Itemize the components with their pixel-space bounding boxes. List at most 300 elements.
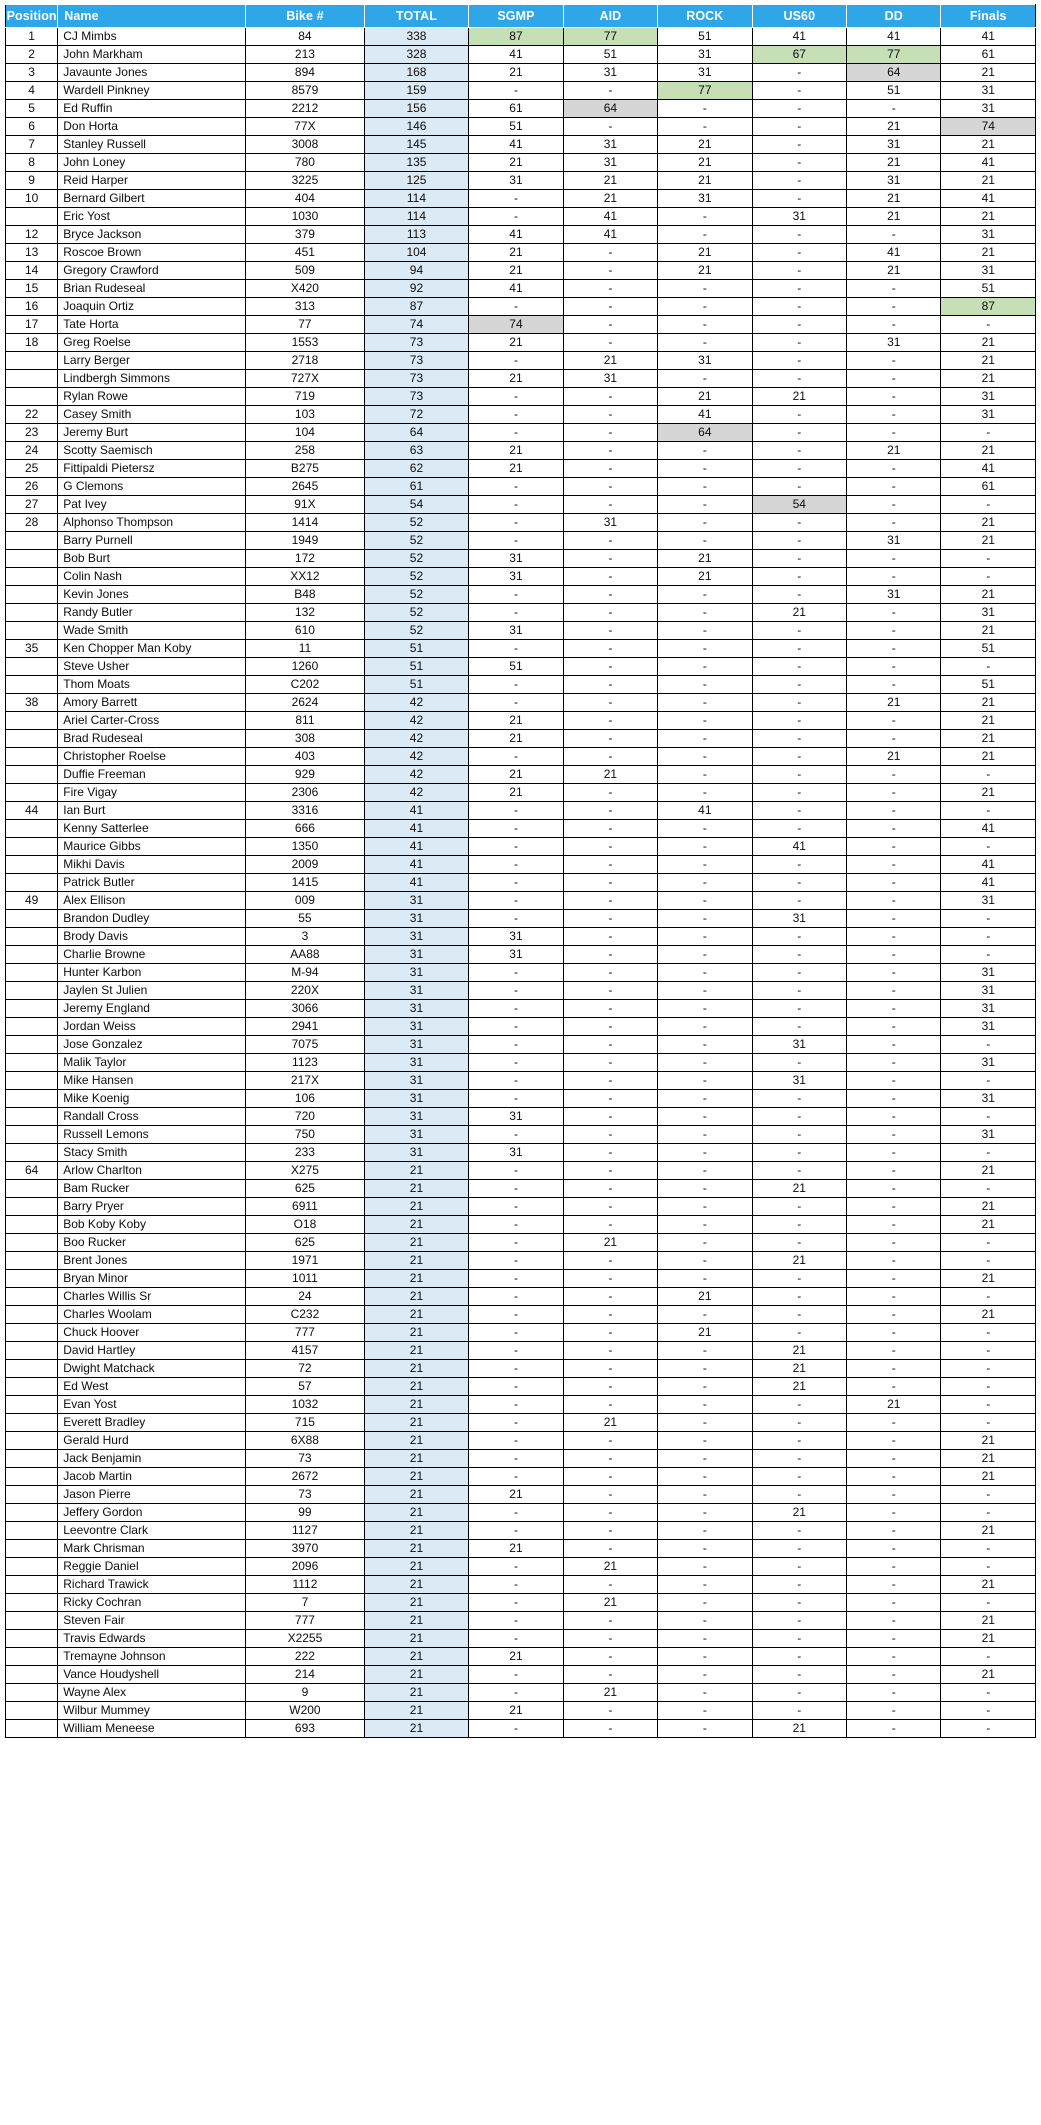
cell-sgmp: - (469, 1684, 563, 1702)
cell-sgmp: 31 (469, 568, 563, 586)
cell-aid: - (563, 1504, 657, 1522)
cell-sgmp: - (469, 478, 563, 496)
cell-total: 73 (364, 388, 469, 406)
cell-dd: 21 (847, 208, 941, 226)
table-row (6, 208, 1036, 226)
cell-total: 328 (364, 46, 469, 64)
cell-aid: 41 (563, 226, 657, 244)
cell-rock: - (658, 226, 752, 244)
cell-sgmp: - (469, 1090, 563, 1108)
cell-sgmp: - (469, 406, 563, 424)
cell-dd: - (847, 568, 941, 586)
cell-name: Gregory Crawford (58, 262, 246, 280)
cell-finals: - (941, 1684, 1036, 1702)
cell-aid: - (563, 334, 657, 352)
cell-position (6, 1108, 58, 1126)
cell-us60: - (752, 1162, 846, 1180)
cell-total: 31 (364, 1036, 469, 1054)
cell-dd: - (847, 1468, 941, 1486)
cell-us60: 21 (752, 1504, 846, 1522)
cell-finals: 61 (941, 478, 1036, 496)
cell-finals: 31 (941, 964, 1036, 982)
cell-finals: 41 (941, 856, 1036, 874)
cell-finals: 51 (941, 280, 1036, 298)
cell-sgmp: - (469, 1324, 563, 1342)
table-row (6, 982, 1036, 1000)
cell-position: 25 (6, 460, 58, 478)
cell-aid: - (563, 1198, 657, 1216)
cell-name: Wayne Alex (58, 1684, 246, 1702)
cell-dd: - (847, 1450, 941, 1468)
cell-bike: 57 (246, 1378, 365, 1396)
table-row (6, 406, 1036, 424)
table-row (6, 496, 1036, 514)
cell-total: 146 (364, 118, 469, 136)
column-header-bike[interactable]: Bike # (246, 5, 365, 28)
cell-aid: - (563, 1630, 657, 1648)
cell-rock: - (658, 1630, 752, 1648)
cell-aid: - (563, 622, 657, 640)
cell-name: Evan Yost (58, 1396, 246, 1414)
cell-aid: - (563, 1090, 657, 1108)
cell-position (6, 1054, 58, 1072)
cell-sgmp: 31 (469, 928, 563, 946)
cell-us60: - (752, 460, 846, 478)
table-row (6, 676, 1036, 694)
cell-rock: 21 (658, 388, 752, 406)
cell-aid: - (563, 1288, 657, 1306)
cell-position (6, 1018, 58, 1036)
cell-total: 51 (364, 658, 469, 676)
cell-us60: - (752, 676, 846, 694)
cell-sgmp: 21 (469, 262, 563, 280)
cell-name: John Loney (58, 154, 246, 172)
cell-us60: - (752, 1000, 846, 1018)
cell-bike: O18 (246, 1216, 365, 1234)
cell-sgmp: - (469, 874, 563, 892)
cell-aid: - (563, 1666, 657, 1684)
cell-dd: - (847, 1000, 941, 1018)
column-header-finals[interactable]: Finals (941, 5, 1036, 28)
cell-total: 31 (364, 1090, 469, 1108)
cell-name: Jose Gonzalez (58, 1036, 246, 1054)
cell-aid: - (563, 694, 657, 712)
cell-bike: M-94 (246, 964, 365, 982)
cell-us60: - (752, 1090, 846, 1108)
cell-dd: - (847, 316, 941, 334)
cell-bike: 1123 (246, 1054, 365, 1072)
cell-rock: 21 (658, 154, 752, 172)
cell-finals: - (941, 1702, 1036, 1720)
cell-sgmp: - (469, 1162, 563, 1180)
table-row (6, 172, 1036, 190)
cell-us60: - (752, 622, 846, 640)
cell-aid: - (563, 1108, 657, 1126)
cell-finals: 87 (941, 298, 1036, 316)
cell-sgmp: 21 (469, 1486, 563, 1504)
cell-us60: 21 (752, 1378, 846, 1396)
cell-bike: 222 (246, 1648, 365, 1666)
table-row (6, 1342, 1036, 1360)
cell-rock: - (658, 1270, 752, 1288)
cell-position (6, 1666, 58, 1684)
cell-sgmp: - (469, 1270, 563, 1288)
cell-aid: - (563, 1648, 657, 1666)
cell-dd: - (847, 1594, 941, 1612)
cell-position: 26 (6, 478, 58, 496)
cell-finals: - (941, 1540, 1036, 1558)
cell-position (6, 982, 58, 1000)
cell-name: Charles Woolam (58, 1306, 246, 1324)
table-row (6, 694, 1036, 712)
cell-name: Alex Ellison (58, 892, 246, 910)
cell-us60: - (752, 64, 846, 82)
cell-finals: - (941, 1144, 1036, 1162)
cell-total: 31 (364, 910, 469, 928)
cell-finals: - (941, 550, 1036, 568)
cell-rock: - (658, 910, 752, 928)
cell-finals: - (941, 568, 1036, 586)
cell-bike: 1414 (246, 514, 365, 532)
cell-bike: 6911 (246, 1198, 365, 1216)
cell-bike: 719 (246, 388, 365, 406)
cell-dd: - (847, 1018, 941, 1036)
cell-aid: - (563, 1612, 657, 1630)
cell-sgmp: - (469, 1216, 563, 1234)
cell-bike: 451 (246, 244, 365, 262)
cell-total: 21 (364, 1414, 469, 1432)
column-header-rock[interactable]: ROCK (658, 5, 752, 28)
cell-name: Alphonso Thompson (58, 514, 246, 532)
cell-bike: 91X (246, 496, 365, 514)
cell-name: Bryan Minor (58, 1270, 246, 1288)
cell-rock: - (658, 1666, 752, 1684)
cell-bike: 7 (246, 1594, 365, 1612)
cell-rock: - (658, 1054, 752, 1072)
cell-bike: W200 (246, 1702, 365, 1720)
cell-rock: 21 (658, 262, 752, 280)
column-header-position[interactable]: Position (6, 5, 58, 28)
cell-position (6, 1702, 58, 1720)
cell-total: 42 (364, 694, 469, 712)
cell-us60: - (752, 1522, 846, 1540)
cell-sgmp: - (469, 1252, 563, 1270)
table-row (6, 1630, 1036, 1648)
cell-bike: 3008 (246, 136, 365, 154)
column-header-us60[interactable]: US60 (752, 5, 846, 28)
cell-us60: - (752, 568, 846, 586)
cell-us60: 54 (752, 496, 846, 514)
cell-position (6, 1630, 58, 1648)
cell-name: Amory Barrett (58, 694, 246, 712)
cell-position (6, 1486, 58, 1504)
cell-dd: 21 (847, 694, 941, 712)
cell-sgmp: - (469, 1522, 563, 1540)
cell-bike: 780 (246, 154, 365, 172)
table-row (6, 532, 1036, 550)
cell-name: Barry Purnell (58, 532, 246, 550)
column-header-aid[interactable]: AID (563, 5, 657, 28)
table-row (6, 190, 1036, 208)
cell-total: 52 (364, 568, 469, 586)
cell-name: Mikhi Davis (58, 856, 246, 874)
cell-sgmp: - (469, 1450, 563, 1468)
cell-position (6, 1090, 58, 1108)
cell-us60: - (752, 532, 846, 550)
cell-aid: - (563, 442, 657, 460)
cell-us60: - (752, 244, 846, 262)
column-header-total[interactable]: TOTAL (364, 5, 469, 28)
cell-name: Dwight Matchack (58, 1360, 246, 1378)
cell-position: 24 (6, 442, 58, 460)
cell-bike: 7075 (246, 1036, 365, 1054)
cell-total: 21 (364, 1702, 469, 1720)
cell-finals: 21 (941, 352, 1036, 370)
cell-bike: 3066 (246, 1000, 365, 1018)
cell-position (6, 928, 58, 946)
cell-rock: - (658, 820, 752, 838)
cell-sgmp: - (469, 1234, 563, 1252)
cell-rock: 21 (658, 136, 752, 154)
table-row (6, 604, 1036, 622)
cell-dd: - (847, 100, 941, 118)
cell-us60: - (752, 298, 846, 316)
cell-dd: - (847, 1576, 941, 1594)
cell-rock: - (658, 280, 752, 298)
cell-dd: 31 (847, 172, 941, 190)
cell-position (6, 1504, 58, 1522)
cell-rock: 21 (658, 1324, 752, 1342)
cell-sgmp: 21 (469, 1702, 563, 1720)
cell-position (6, 1126, 58, 1144)
cell-us60: - (752, 136, 846, 154)
cell-sgmp: 31 (469, 1108, 563, 1126)
cell-position: 10 (6, 190, 58, 208)
cell-sgmp: - (469, 1072, 563, 1090)
cell-total: 42 (364, 784, 469, 802)
cell-finals: 21 (941, 694, 1036, 712)
cell-aid: 41 (563, 208, 657, 226)
cell-us60: - (752, 712, 846, 730)
cell-us60: - (752, 946, 846, 964)
cell-total: 63 (364, 442, 469, 460)
cell-aid: - (563, 838, 657, 856)
cell-aid: 21 (563, 1234, 657, 1252)
cell-total: 61 (364, 478, 469, 496)
cell-name: Wade Smith (58, 622, 246, 640)
cell-total: 52 (364, 514, 469, 532)
cell-us60: 67 (752, 46, 846, 64)
cell-rock: - (658, 604, 752, 622)
cell-finals: 21 (941, 514, 1036, 532)
cell-name: Colin Nash (58, 568, 246, 586)
cell-aid: - (563, 1216, 657, 1234)
cell-finals: 21 (941, 1666, 1036, 1684)
cell-aid: 21 (563, 1684, 657, 1702)
table-row (6, 1090, 1036, 1108)
cell-us60: - (752, 118, 846, 136)
cell-finals: 31 (941, 82, 1036, 100)
cell-position (6, 766, 58, 784)
cell-sgmp: - (469, 514, 563, 532)
cell-total: 338 (364, 28, 469, 46)
cell-position (6, 1036, 58, 1054)
cell-aid: - (563, 1540, 657, 1558)
cell-us60: - (752, 1288, 846, 1306)
table-row (6, 1432, 1036, 1450)
cell-rock: - (658, 1360, 752, 1378)
column-header-sgmp[interactable]: SGMP (469, 5, 563, 28)
cell-dd: - (847, 964, 941, 982)
column-header-name[interactable]: Name (58, 5, 246, 28)
standings-table (5, 4, 1036, 1738)
table-row (6, 1144, 1036, 1162)
cell-dd: 77 (847, 46, 941, 64)
cell-dd: 21 (847, 154, 941, 172)
cell-position (6, 1432, 58, 1450)
cell-finals: 21 (941, 1576, 1036, 1594)
table-row (6, 298, 1036, 316)
cell-sgmp: - (469, 190, 563, 208)
cell-total: 92 (364, 280, 469, 298)
cell-aid: - (563, 406, 657, 424)
cell-total: 73 (364, 352, 469, 370)
cell-aid: 31 (563, 136, 657, 154)
cell-dd: 41 (847, 244, 941, 262)
cell-aid: - (563, 118, 657, 136)
cell-finals: - (941, 316, 1036, 334)
cell-us60: - (752, 1468, 846, 1486)
table-row (6, 1324, 1036, 1342)
cell-name: Randall Cross (58, 1108, 246, 1126)
cell-rock: - (658, 1684, 752, 1702)
cell-finals: 21 (941, 1468, 1036, 1486)
cell-rock: - (658, 1432, 752, 1450)
cell-rock: - (658, 1522, 752, 1540)
cell-finals: 21 (941, 712, 1036, 730)
cell-aid: 21 (563, 190, 657, 208)
cell-aid: - (563, 1360, 657, 1378)
table-row (6, 946, 1036, 964)
cell-us60: 21 (752, 604, 846, 622)
cell-total: 31 (364, 964, 469, 982)
cell-name: Brandon Dudley (58, 910, 246, 928)
cell-rock: - (658, 1306, 752, 1324)
cell-us60: - (752, 442, 846, 460)
cell-dd: - (847, 640, 941, 658)
cell-bike: 213 (246, 46, 365, 64)
cell-rock: 21 (658, 172, 752, 190)
cell-sgmp: - (469, 964, 563, 982)
cell-dd: - (847, 1198, 941, 1216)
cell-aid: - (563, 784, 657, 802)
cell-sgmp: - (469, 532, 563, 550)
cell-finals: - (941, 1234, 1036, 1252)
cell-total: 21 (364, 1306, 469, 1324)
cell-us60: - (752, 1306, 846, 1324)
cell-position (6, 1594, 58, 1612)
cell-position (6, 586, 58, 604)
cell-rock: 31 (658, 64, 752, 82)
table-row (6, 1540, 1036, 1558)
cell-us60: - (752, 226, 846, 244)
cell-sgmp: - (469, 298, 563, 316)
cell-us60: - (752, 1234, 846, 1252)
cell-dd: - (847, 226, 941, 244)
cell-us60: - (752, 694, 846, 712)
table-row (6, 1360, 1036, 1378)
cell-name: Rylan Rowe (58, 388, 246, 406)
cell-finals: - (941, 946, 1036, 964)
table-row (6, 442, 1036, 460)
cell-dd: - (847, 928, 941, 946)
cell-total: 114 (364, 208, 469, 226)
cell-total: 42 (364, 730, 469, 748)
cell-rock: - (658, 1450, 752, 1468)
cell-position (6, 1360, 58, 1378)
cell-total: 31 (364, 928, 469, 946)
cell-name: Travis Edwards (58, 1630, 246, 1648)
cell-us60: - (752, 730, 846, 748)
cell-bike: 106 (246, 1090, 365, 1108)
cell-total: 42 (364, 766, 469, 784)
cell-total: 31 (364, 946, 469, 964)
cell-position (6, 370, 58, 388)
cell-dd: - (847, 514, 941, 532)
cell-finals: - (941, 424, 1036, 442)
cell-total: 94 (364, 262, 469, 280)
cell-name: G Clemons (58, 478, 246, 496)
cell-bike: 220X (246, 982, 365, 1000)
cell-dd: 64 (847, 64, 941, 82)
cell-sgmp: - (469, 586, 563, 604)
cell-position: 27 (6, 496, 58, 514)
cell-name: Jaylen St Julien (58, 982, 246, 1000)
cell-us60: - (752, 1702, 846, 1720)
cell-us60: - (752, 334, 846, 352)
cell-dd: - (847, 1108, 941, 1126)
cell-bike: 3316 (246, 802, 365, 820)
cell-dd: - (847, 658, 941, 676)
cell-dd: 21 (847, 118, 941, 136)
cell-bike: 720 (246, 1108, 365, 1126)
cell-sgmp: 41 (469, 136, 563, 154)
cell-rock: - (658, 1072, 752, 1090)
cell-total: 21 (364, 1630, 469, 1648)
column-header-dd[interactable]: DD (847, 5, 941, 28)
table-row (6, 1450, 1036, 1468)
cell-dd: - (847, 1162, 941, 1180)
cell-total: 21 (364, 1432, 469, 1450)
cell-bike: 929 (246, 766, 365, 784)
cell-finals: 31 (941, 100, 1036, 118)
cell-name: Hunter Karbon (58, 964, 246, 982)
cell-finals: - (941, 766, 1036, 784)
cell-aid: - (563, 532, 657, 550)
cell-position (6, 1324, 58, 1342)
cell-bike: 103 (246, 406, 365, 424)
cell-us60: - (752, 802, 846, 820)
cell-rock: - (658, 766, 752, 784)
cell-name: Brian Rudeseal (58, 280, 246, 298)
cell-name: Bernard Gilbert (58, 190, 246, 208)
cell-finals: 21 (941, 1450, 1036, 1468)
cell-us60: - (752, 640, 846, 658)
cell-aid: - (563, 1576, 657, 1594)
cell-rock: - (658, 532, 752, 550)
cell-finals: - (941, 1558, 1036, 1576)
cell-aid: - (563, 316, 657, 334)
